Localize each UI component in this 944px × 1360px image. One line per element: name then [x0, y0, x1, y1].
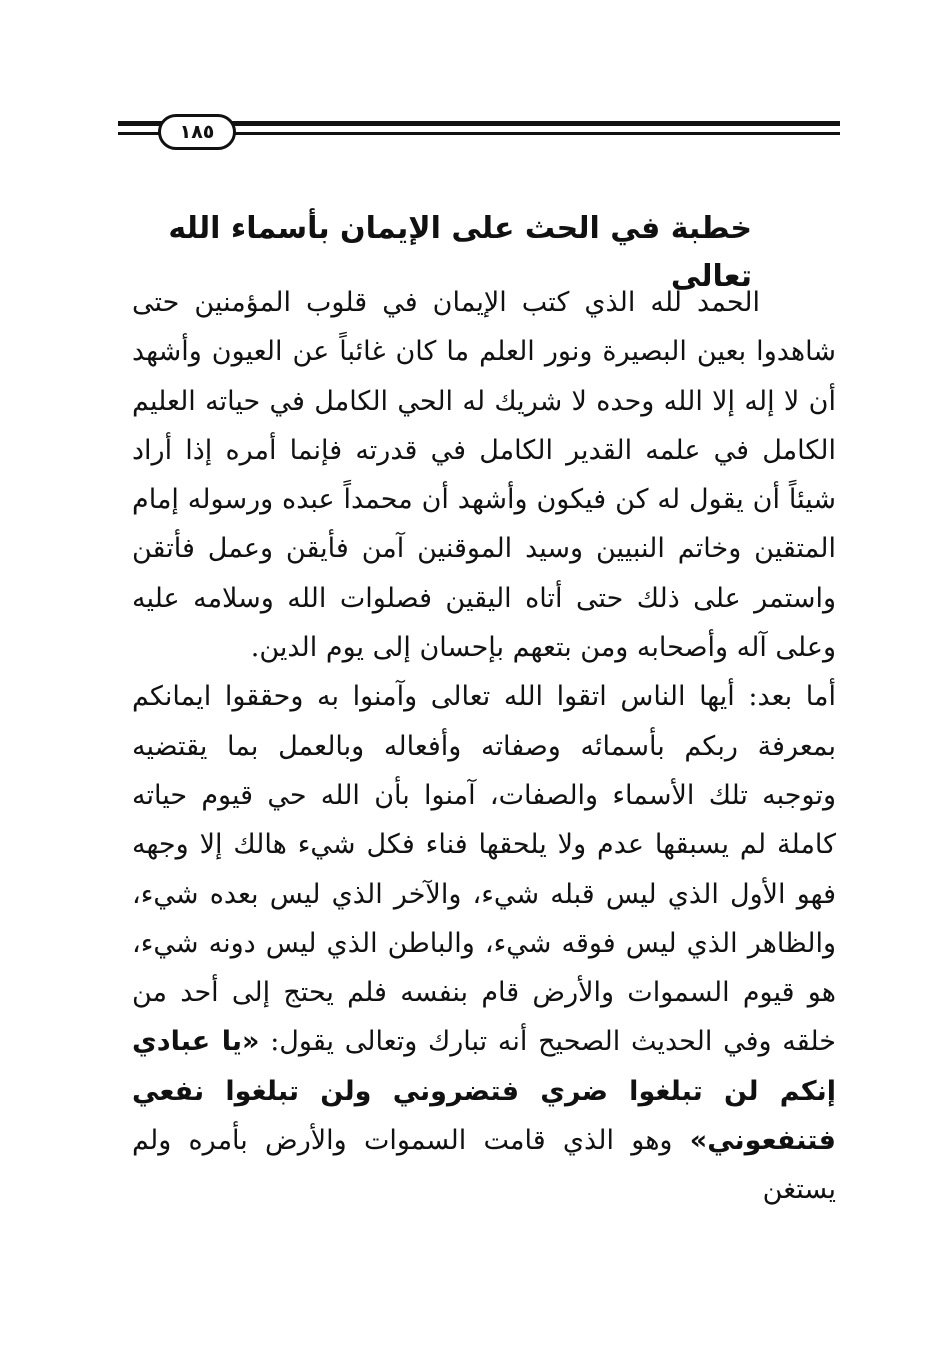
header-rule-top	[218, 121, 840, 126]
paragraph-2-text: أما بعد: أيها الناس اتقوا الله تعالى وآمنوا به وحققوا ايمانكم بمعرفة ربكم بأسمائه وصفاته وأفعاله وبالعمل بما يقتضيه وتوجبه تلك الأسماء والصفات، آمنوا بأن الله حي قيوم حياته كاملة لم يسبقها عدم ولا يلحقها فناء فكل شيء هالك إلا وجهه فهو الأول الذي ليس قبله شيء، والآخر الذي ليس بعده شيء، والظاهر الذي ليس فوقه شيء، والباطن الذي ليس دونه شيء، هو قيوم السموات والأرض قام بنفسه فلم يحتج إلى أحد من خلقه وفي الحديث الصحيح أنه تبارك وتعالى يقول:	[132, 681, 836, 1058]
paragraph-2-continuation: وهو الذي قامت السموات والأرض بأمره ولم يستغن	[132, 1125, 836, 1206]
header-rule-left-bottom	[118, 132, 162, 135]
paragraph-1: الحمد لله الذي كتب الإيمان في قلوب المؤمنين حتى شاهدوا بعين البصيرة ونور العلم ما كان غائباً عن العيون وأشهد أن لا إله إلا الله وحده لا شريك له الحي الكامل في حياته العليم الكامل في علمه القدير الكامل في قدرته فإنما أمره إذا أراد شيئاً أن يقول له كن فيكون وأشهد أن محمداً عبده ورسوله إمام المتقين وخاتم النبيين وسيد الموقنين آمن فأيقن وعمل فأتقن واستمر على ذلك حتى أتاه اليقين فصلوات الله وسلامه عليه وعلى آله وأصحابه ومن بتعهم بإحسان إلى يوم الدين.	[132, 287, 837, 664]
page-title: خطبة في الحث على الإيمان بأسماء الله تعالى	[168, 211, 752, 294]
paragraph-2	[132, 672, 836, 1214]
page-number: ١٨٥	[158, 114, 236, 150]
hadith-quote: «يا عبادي إنكم لن تبلغوا ضري فتضروني ولن تبلغوا نفعي فتنفعوني»	[132, 1026, 836, 1157]
page-header	[118, 113, 840, 149]
header-rule-bottom	[218, 132, 840, 135]
sermon-body	[132, 278, 836, 1215]
header-rule-left-top	[118, 121, 162, 126]
